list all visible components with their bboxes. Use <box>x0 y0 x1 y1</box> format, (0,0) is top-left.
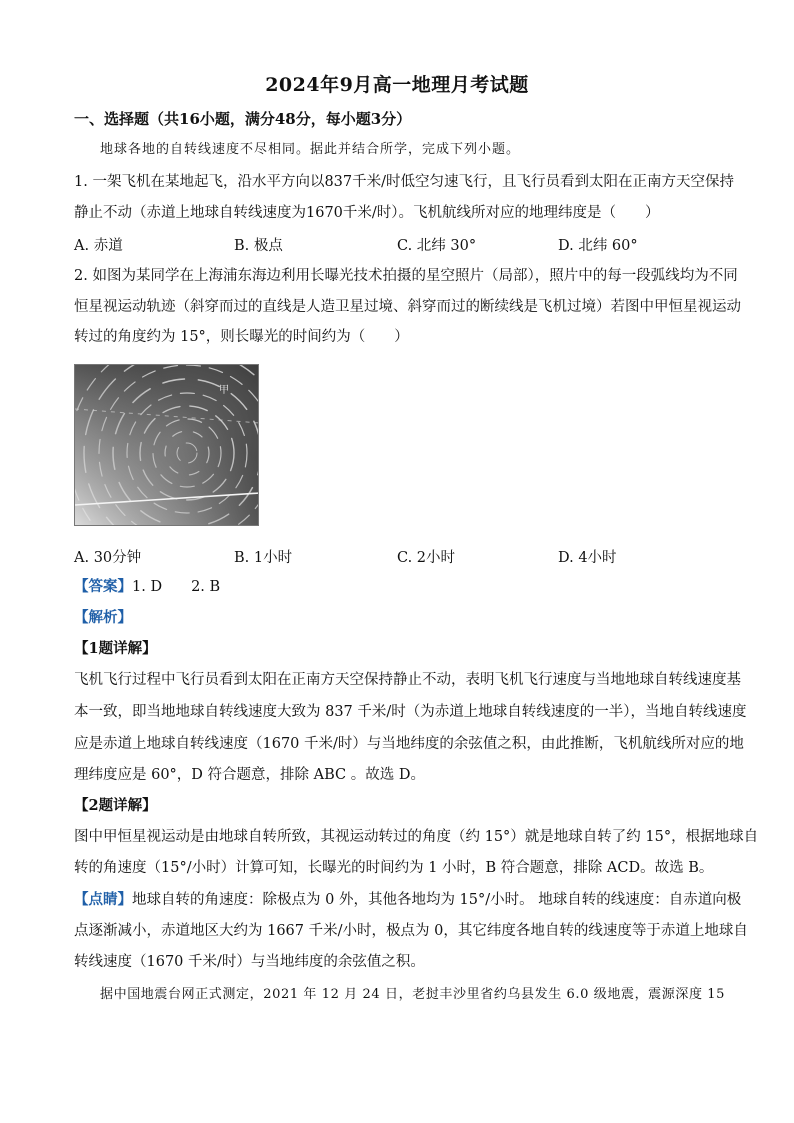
q1-option-c: C. 北纬 30° <box>397 238 477 254</box>
intro-text: 地球各地的自转线速度不尽相同。据此并结合所学，完成下列小题。 <box>100 142 521 157</box>
detail2-line-2: 转的角速度（15°/小时）计算可知，长曝光的时间约为 1 小时，B 符合题意，排除 ACD。故选 B。 <box>74 860 714 876</box>
detail2-line-1: 图中甲恒星视运动是由地球自转所致，其视运动转过的角度（约 15°）就是地球自转了约 15°，根据地球自 <box>74 829 759 845</box>
tip-line-1: 地球自转的角速度：除极点为 0 外，其他各地均为 15°/小时。 地球自转的线速度：自赤道向极 <box>132 892 742 908</box>
tip-line-2: 点逐渐减小，赤道地区大约为 1667 千米/小时，极点为 0，其它纬度各地自转的线速度等于赤道上地球自 <box>74 923 748 939</box>
q2-option-d: D. 4小时 <box>558 550 617 566</box>
tip-row <box>74 890 741 910</box>
q2-line-1: 2. 如图为某同学在上海浦东海边利用长曝光技术拍摄的星空照片（局部），照片中的每一段弧线均为不同 <box>74 268 738 284</box>
section-heading: 一、选择题（共16小题，满分48分，每小题3分） <box>74 110 412 128</box>
photo-label-jia: 甲 <box>219 385 229 396</box>
answer-label: 【答案】 <box>74 578 132 595</box>
page-title: 2024年9月高一地理月考试题 <box>265 74 529 96</box>
analysis-label: 【解析】 <box>74 609 132 626</box>
star-trail-photo <box>74 364 259 526</box>
q1-option-d: D. 北纬 60° <box>558 238 638 254</box>
q1-line-2: 静止不动（赤道上地球自转线速度为1670千米/时）。飞机航线所对应的地理纬度是（ ） <box>74 205 660 221</box>
answer-text: 1. D 2. B <box>132 579 221 595</box>
tip-line-3: 转线速度（1670 千米/时）与当地纬度的余弦值之积。 <box>74 954 425 970</box>
q2-option-c: C. 2小时 <box>397 550 456 566</box>
q1-line-1: 1. 一架飞机在某地起飞，沿水平方向以837千米/时低空匀速飞行，且飞行员看到太阳在正南方天空保持 <box>74 174 735 190</box>
next-passage-text: 据中国地震台网正式测定，2021 年 12 月 24 日，老挝丰沙里省约乌县发生 6.0 级地震，震源深度 15 <box>100 987 726 1002</box>
answer-row <box>74 577 220 597</box>
detail1-line-3: 应是赤道上地球自转线速度（1670 千米/时）与当地纬度的余弦值之积，由此推断，飞机航线所对应的地 <box>74 736 744 752</box>
detail1-line-4: 理纬度应是 60°，D 符合题意，排除 ABC 。故选 D。 <box>74 767 425 783</box>
detail1-line-1: 飞机飞行过程中飞行员看到太阳在正南方天空保持静止不动，表明飞机飞行速度与当地地球自转线速度基 <box>74 672 741 688</box>
q2-line-2: 恒星视运动轨迹（斜穿而过的直线是人造卫星过境、斜穿而过的断续线是飞机过境）若图中甲恒星视运动 <box>74 299 741 315</box>
q1-option-b: B. 极点 <box>234 238 283 254</box>
detail1-label: 【1题详解】 <box>74 640 157 657</box>
q2-option-b: B. 1小时 <box>234 550 293 566</box>
q2-line-3: 转过的角度约为 15°，则长曝光的时间约为（ ） <box>74 329 409 345</box>
detail1-line-2: 本一致，即当地地球自转线速度大致为 837 千米/时（为赤道上地球自转线速度的一半），当地自转线速度 <box>74 704 747 720</box>
tip-label: 【点睛】 <box>74 891 132 908</box>
detail2-label: 【2题详解】 <box>74 797 157 814</box>
q2-option-a: A. 30分钟 <box>74 550 142 566</box>
q1-option-a: A. 赤道 <box>74 238 123 254</box>
